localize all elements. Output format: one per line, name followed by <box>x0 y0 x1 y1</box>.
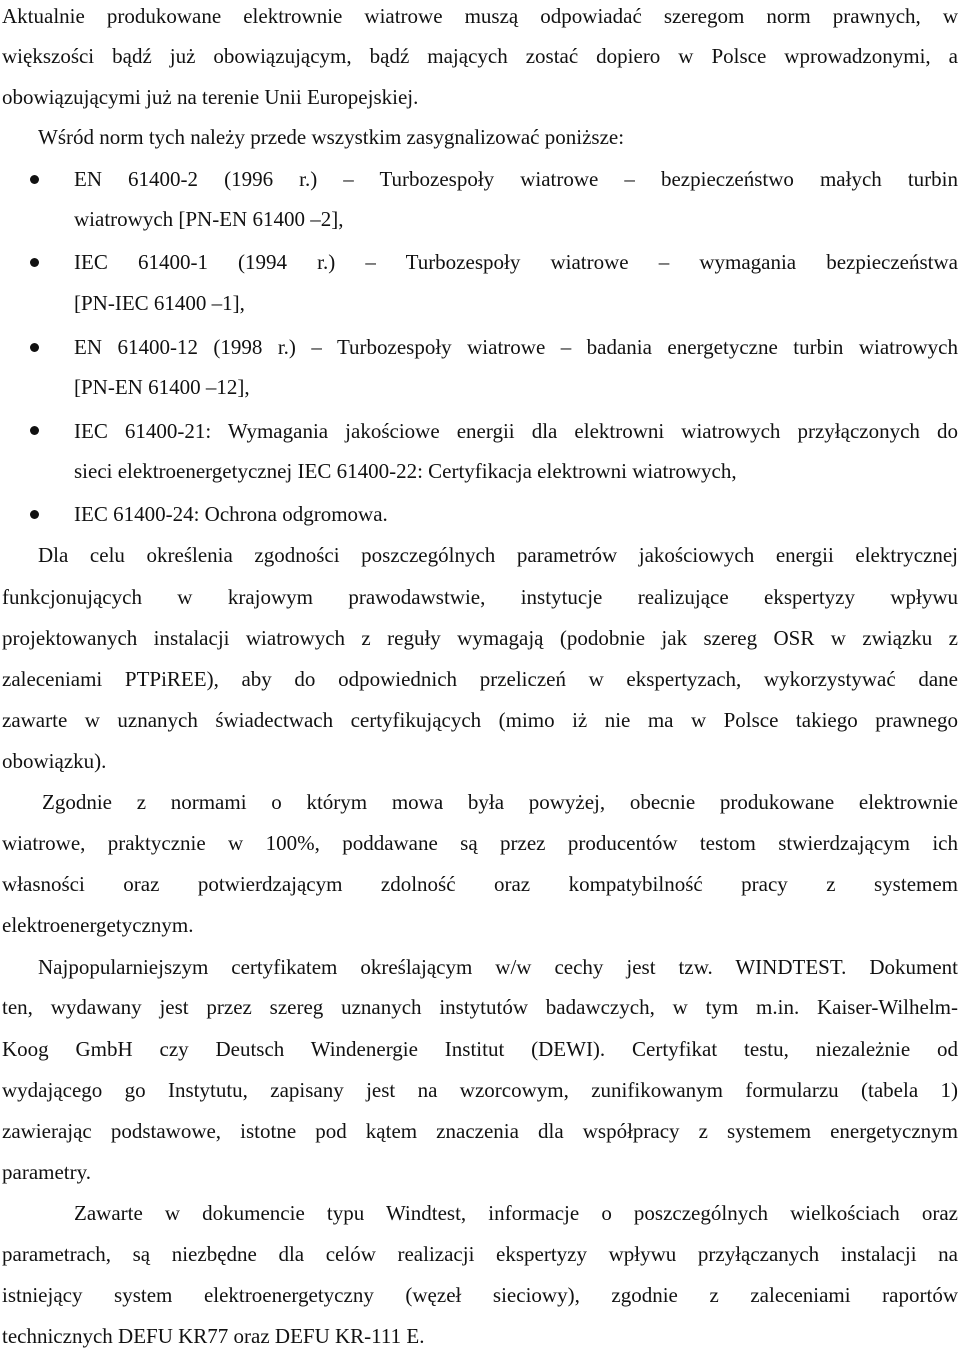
bullet-icon <box>30 426 39 435</box>
paragraph-line: wydającego go Instytutu, zapisany jest na wzorcowym, zunifikowanym formularzu (tabela 1) <box>2 1078 958 1102</box>
paragraph-line: projektowanych instalacji wiatrowych z reguły wymagają (podobnie jak szereg OSR w związku z <box>2 626 958 650</box>
paragraph-line: parametrach, są niezbędne dla celów realizacji ekspertyzy wpływu przyłączanych instalacji na <box>2 1242 958 1266</box>
bullet-icon <box>30 343 39 352</box>
paragraph-line: Dla celu określenia zgodności poszczególnych parametrów jakościowych energii elektrycznej <box>38 543 958 567</box>
list-item-line-2: [PN-EN 61400 –12], <box>74 375 250 399</box>
paragraph-line: ten, wydawany jest przez szereg uznanych instytutów badawczych, w tym m.in. Kaiser-Wilhelm- <box>2 995 958 1019</box>
paragraph-line: Zawarte w dokumencie typu Windtest, informacje o poszczególnych wielkościach oraz <box>74 1201 958 1225</box>
paragraph-line: funkcjonujących w krajowym prawodawstwie, instytucje realizujące ekspertyzy wpływu <box>2 585 958 609</box>
paragraph-line: Koog GmbH czy Deutsch Windenergie Institut (DEWI). Certyfikat testu, niezależnie od <box>2 1037 958 1061</box>
paragraph-line: zawierając podstawowe, istotne pod kątem znaczenia dla współpracy z systemem energetycznym <box>2 1119 958 1143</box>
paragraph-line: wiatrowe, praktycznie w 100%, poddawane są przez producentów testom stwierdzającym ich <box>2 831 958 855</box>
intro-line-4: Wśród norm tych należy przede wszystkim zasygnalizować poniższe: <box>38 125 625 149</box>
list-item-line-2: sieci elektroenergetycznej IEC 61400-22: Certyfikacja elektrowni wiatrowych, <box>74 459 737 483</box>
bullet-icon <box>30 510 39 519</box>
list-item-line-2: [PN-IEC 61400 –1], <box>74 291 245 315</box>
paragraph-line: elektroenergetycznym. <box>2 913 194 937</box>
list-item-line-1: IEC 61400-24: Ochrona odgromowa. <box>74 502 388 526</box>
list-item-line-2: wiatrowych [PN-EN 61400 –2], <box>74 207 344 231</box>
intro-line-1: Aktualnie produkowane elektrownie wiatrowe muszą odpowiadać szeregom norm prawnych, w <box>2 4 958 28</box>
list-item-line-1: IEC 61400-21: Wymagania jakościowe energii dla elektrowni wiatrowych przyłączonych do <box>74 419 958 443</box>
paragraph-line: Zgodnie z normami o którym mowa była powyżej, obecnie produkowane elektrownie <box>42 790 958 814</box>
paragraph-line: technicznych DEFU KR77 oraz DEFU KR-111 E. <box>2 1324 425 1348</box>
list-item-line-1: EN 61400-12 (1998 r.) – Turbozespoły wiatrowe – badania energetyczne turbin wiatrowych <box>74 335 958 359</box>
paragraph-line: obowiązku). <box>2 749 107 773</box>
intro-line-2: większości bądź już obowiązującym, bądź mających zostać dopiero w Polsce wprowadzonymi, a <box>2 44 958 68</box>
list-item-line-1: EN 61400-2 (1996 r.) – Turbozespoły wiatrowe – bezpieczeństwo małych turbin <box>74 167 958 191</box>
bullet-icon <box>30 258 39 267</box>
list-item-line-1: IEC 61400-1 (1994 r.) – Turbozespoły wiatrowe – wymagania bezpieczeństwa <box>74 250 958 274</box>
paragraph-line: zaleceniami PTPiREE), aby do odpowiednich przeliczeń w ekspertyzach, wykorzystywać dane <box>2 667 958 691</box>
paragraph-line: zawarte w uznanych świadectwach certyfikujących (mimo iż nie ma w Polsce takiego prawnego <box>2 708 958 732</box>
bullet-icon <box>30 175 39 184</box>
intro-line-3: obowiązującymi już na terenie Unii Europejskiej. <box>2 85 419 109</box>
paragraph-line: Najpopularniejszym certyfikatem określającym w/w cechy jest tzw. WINDTEST. Dokument <box>38 955 958 979</box>
paragraph-line: istniejący system elektroenergetyczny (węzeł sieciowy), zgodnie z zaleceniami raportów <box>2 1283 958 1307</box>
paragraph-line: parametry. <box>2 1160 92 1184</box>
paragraph-line: własności oraz potwierdzającym zdolność oraz kompatybilność pracy z systemem <box>2 872 958 896</box>
